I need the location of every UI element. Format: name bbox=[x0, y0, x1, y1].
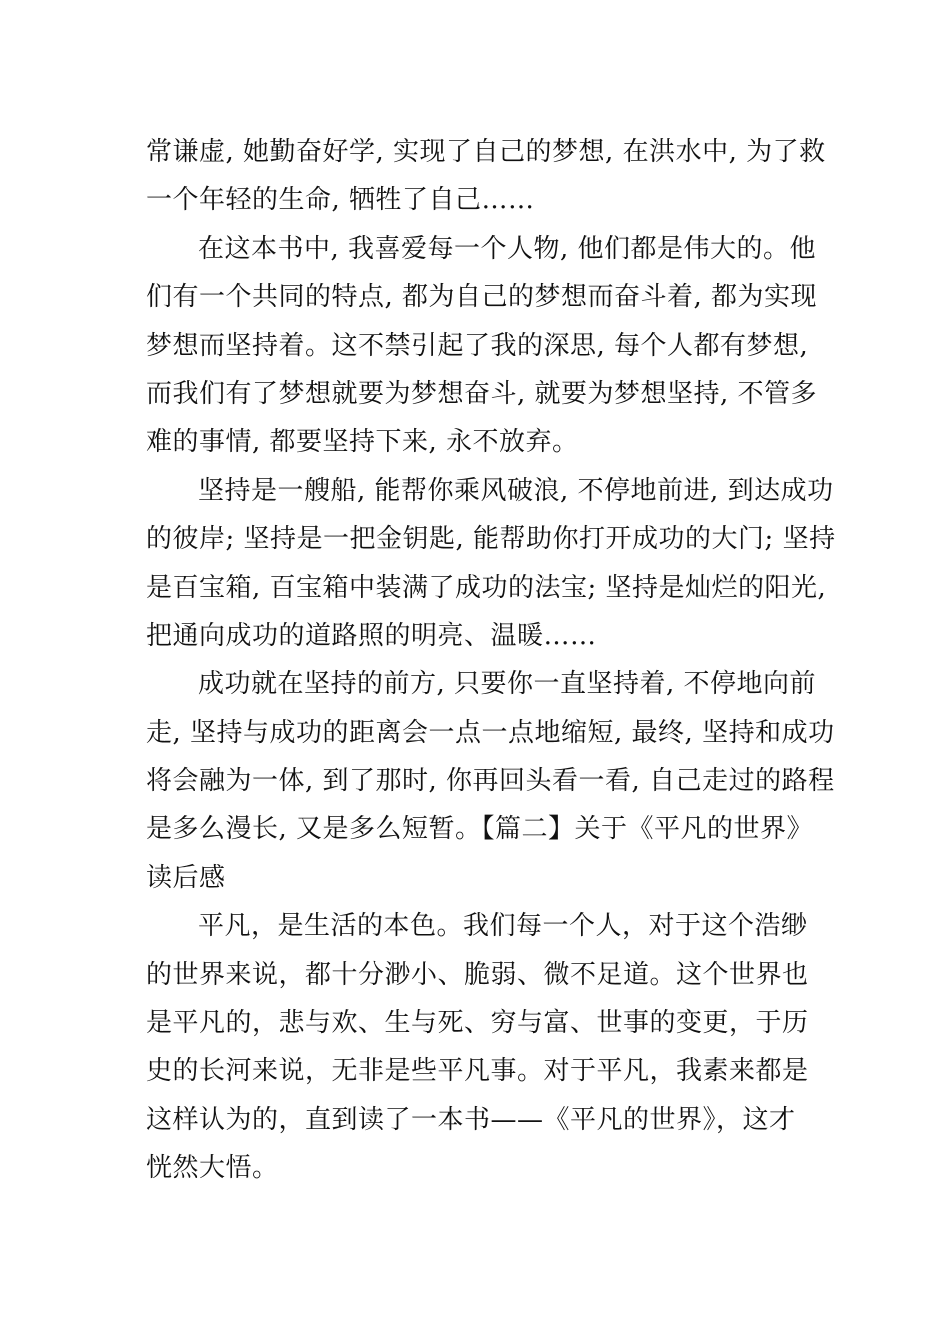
text-line: 是多么漫长, 又是多么短暂。【篇二】关于《平凡的世界》 bbox=[146, 814, 814, 845]
text-line: 难的事情, 都要坚持下来, 永不放弃。 bbox=[146, 427, 579, 458]
text-line: 是平凡的，悲与欢、生与死、穷与富、世事的变更，于历 bbox=[146, 1008, 809, 1039]
text-line: 恍然大悟。 bbox=[146, 1153, 279, 1184]
text-line: 而我们有了梦想就要为梦想奋斗, 就要为梦想坚持, 不管多 bbox=[146, 378, 818, 409]
text-line: 把通向成功的道路照的明亮、温暖…… bbox=[146, 620, 597, 651]
text-line: 史的长河来说，无非是些平凡事。对于平凡，我素来都是 bbox=[146, 1056, 809, 1087]
text-line: 坚持是一艘船, 能帮你乘风破浪, 不停地前进, 到达成功 bbox=[198, 475, 834, 506]
text-line: 将会融为一体, 到了那时, 你再回头看一看, 自己走过的路程 bbox=[146, 766, 835, 797]
text-line: 的世界来说，都十分渺小、脆弱、微不足道。这个世界也 bbox=[146, 959, 809, 990]
text-line: 成功就在坚持的前方, 只要你一直坚持着, 不停地向前 bbox=[198, 669, 817, 700]
text-line: 梦想而坚持着。这不禁引起了我的深思, 每个人都有梦想, bbox=[146, 330, 809, 361]
body-text bbox=[146, 128, 836, 1193]
text-line: 的彼岸; 坚持是一把金钥匙, 能帮助你打开成功的大门; 坚持 bbox=[146, 524, 836, 555]
text-line: 读后感 bbox=[146, 862, 226, 893]
text-line: 们有一个共同的特点, 都为自己的梦想而奋斗着, 都为实现 bbox=[146, 282, 818, 313]
text-line: 平凡，是生活的本色。我们每一个人，对于这个浩缈 bbox=[198, 911, 808, 942]
text-line: 是百宝箱, 百宝箱中装满了成功的法宝; 坚持是灿烂的阳光, bbox=[146, 572, 827, 603]
text-line: 常谦虚, 她勤奋好学, 实现了自己的梦想, 在洪水中, 为了救 bbox=[146, 137, 826, 167]
text-line: 一个年轻的生命, 牺牲了自己…… bbox=[146, 185, 535, 216]
text-line: 这样认为的，直到读了一本书——《平凡的世界》，这才 bbox=[146, 1104, 796, 1135]
text-line: 走, 坚持与成功的距离会一点一点地缩短, 最终, 坚持和成功 bbox=[146, 717, 835, 748]
text-line: 在这本书中, 我喜爱每一个人物, 他们都是伟大的。他 bbox=[198, 233, 817, 264]
